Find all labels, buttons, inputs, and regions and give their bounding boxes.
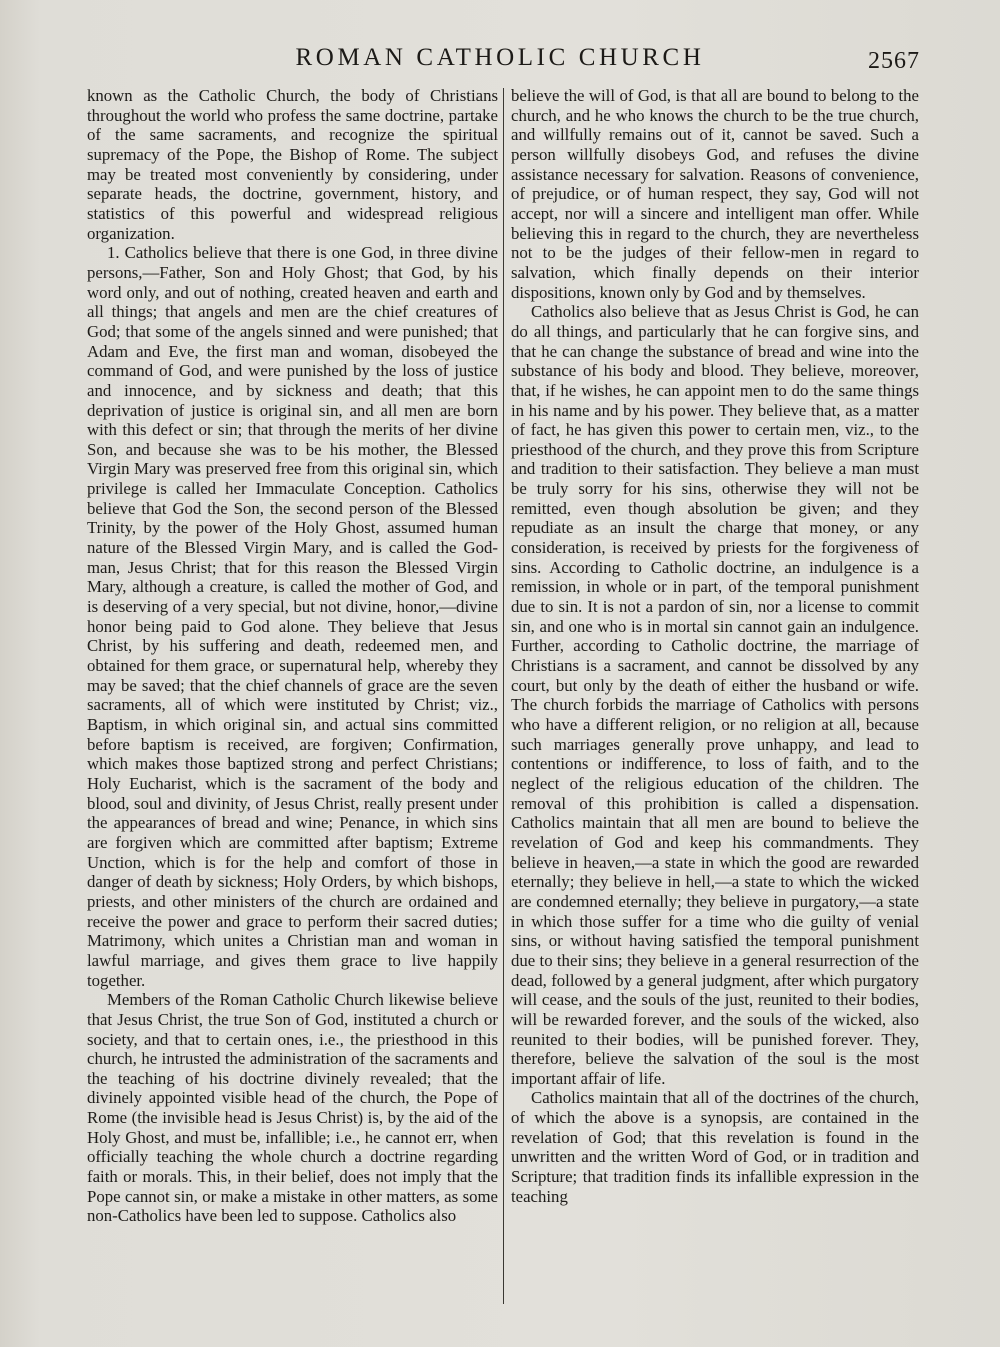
paragraph: known as the Catholic Church, the body of Christians throughout the world who profess the same doctrine, partake of the same sacraments, and recognize the spiritual supremacy of the Pope, the Bishop of Rome. The subject may be treated most conveniently by considering, under separate heads, the doctrine, government, history, and statistics of this powerful and widespread religious organization. [87, 86, 498, 243]
paragraph: 1. Catholics believe that there is one God, in three divine persons,—Father, Son and Holy Ghost; that God, by his word only, and out of nothing, created heaven and earth and all things; that angels and men are the chief creatures of God; that some of the angels sinned and were punished; that Adam and Eve, the first man and woman, disobeyed the command of God, and were punished by the loss of justice and innocence, and by sickness and death; that this deprivation of justice is original sin, and all men are born with this defect or sin; that through the merits of her divine Son, and because she was to be his mother, the Blessed Virgin Mary was preserved free from this original sin, which privilege is called her Immaculate Conception. Catholics believe that God the Son, the second person of the Blessed Trinity, by the power of the Holy Ghost, assumed human nature of the Blessed Virgin Mary, and is called the God-man, Jesus Christ; that for this reason the Blessed Virgin Mary, although a creature, is called the mother of God, and is deserving of a very special, but not divine, honor,—divine honor being paid to God alone. They believe that Jesus Christ, by his suffering and death, redeemed men, and obtained for them grace, or supernatural help, whereby they may be saved; that the chief channels of grace are the seven sacraments, all of which were instituted by Christ; viz., Baptism, in which original sin, and actual sins committed before baptism is received, are forgiven; Confirmation, which makes those baptized strong and perfect Christians; Holy Eucharist, which is the sacrament of the body and blood, soul and divinity, of Jesus Christ, really present under the appearances of bread and wine; Penance, in which sins are forgiven which are committed after baptism; Extreme Unction, which is for the help and comfort of those in danger of death by sickness; Holy Orders, by which bishops, priests, and other ministers of the church are ordained and receive the power and grace to perform their sacred duties; Matrimony, which unites a Christian man and woman in lawful marriage, and gives them grace to live happily together. [87, 243, 498, 990]
left-column [87, 86, 498, 1226]
paragraph: Members of the Roman Catholic Church likewise believe that Jesus Christ, the true Son of God, instituted a church or society, and that to certain ones, i.e., the priesthood in this church, he intrusted the administration of the sacraments and the teaching of his doctrine divinely revealed; that the divinely appointed visible head of the church, the Pope of Rome (the invisible head is Jesus Christ) is, by the aid of the Holy Ghost, and must be, infallible; i.e., he cannot err, when officially teaching the whole church a doctrine regarding faith or morals. This, in their belief, does not imply that the Pope cannot sin, or make a mistake in other matters, as some non-Catholics have been led to suppose. Catholics also [87, 990, 498, 1226]
paragraph: Catholics also believe that as Jesus Christ is God, he can do all things, and particularly that he can forgive sins, and that he can change the substance of bread and wine into the substance of his body and blood. They believe, moreover, that, if he wishes, he can appoint men to do the same things in his name and by his power. They believe that, as a matter of fact, he has given this power to certain men, viz., to the priesthood of the church, and they prove this from Scripture and tradition to their satisfaction. They believe a man must be truly sorry for his sins, otherwise they will not be remitted, even though absolution be given; and they repudiate as an insult the charge that money, or any consideration, is received by priests for the forgiveness of sins. According to Catholic doctrine, an indulgence is a remission, in whole or in part, of the temporal punishment due to sin. It is not a pardon of sin, nor a license to commit sin, and one who is in mortal sin cannot gain an indulgence. Further, according to Catholic doctrine, the marriage of Christians is a sacrament, and cannot be dissolved by any court, but only by the death of either the husband or wife. The church forbids the marriage of Catholics with persons who have a different religion, or no religion at all, because such marriages generally prove unhappy, and lead to contentions or indifference, to loss of faith, and to the neglect of the religious education of the children. The removal of this prohibition is called a dispensation. Catholics maintain that all men are bound to believe the revelation of God and keep his commandments. They believe in heaven,—a state in which the good are rewarded eternally; they believe in hell,—a state to which the wicked are condemned eternally; they believe in purgatory,—a state in which those suffer for a time who die guilty of venial sins, or without having satisfied the temporal punishment due to their sins; they believe in a general resurrection of the dead, followed by a general judgment, after which purgatory will cease, and the souls of the just, reunited to their bodies, will be rewarded forever, and the souls of the wicked, also reunited to their bodies, will be punished forever. They, therefore, believe the salvation of the soul is the most important affair of life. [511, 302, 919, 1088]
paragraph: believe the will of God, is that all are bound to belong to the church, and he who knows the church to be the true church, and willfully remains out of it, cannot be saved. Such a person willfully disobeys God, and refuses the divine assistance necessary for salvation. Reasons of convenience, of prejudice, or of human respect, they say, God will not accept, nor will a sincere and intelligent man offer. While believing this in regard to the church, they are nevertheless not to be the judges of their fellow-men in regard to salvation, which finally depends on their interior dispositions, known only by God and by themselves. [511, 86, 919, 302]
paragraph: Catholics maintain that all of the doctrines of the church, of which the above is a synopsis, are contained in the revelation of God; that this revelation is found in the unwritten and the written Word of God, or in tradition and Scripture; that tradition finds its infallible expression in the teaching [511, 1088, 919, 1206]
running-title: ROMAN CATHOLIC CHURCH [295, 44, 705, 71]
page-header [0, 44, 1000, 78]
right-column [511, 86, 919, 1206]
column-divider [503, 88, 504, 1304]
page-number: 2567 [868, 48, 920, 74]
